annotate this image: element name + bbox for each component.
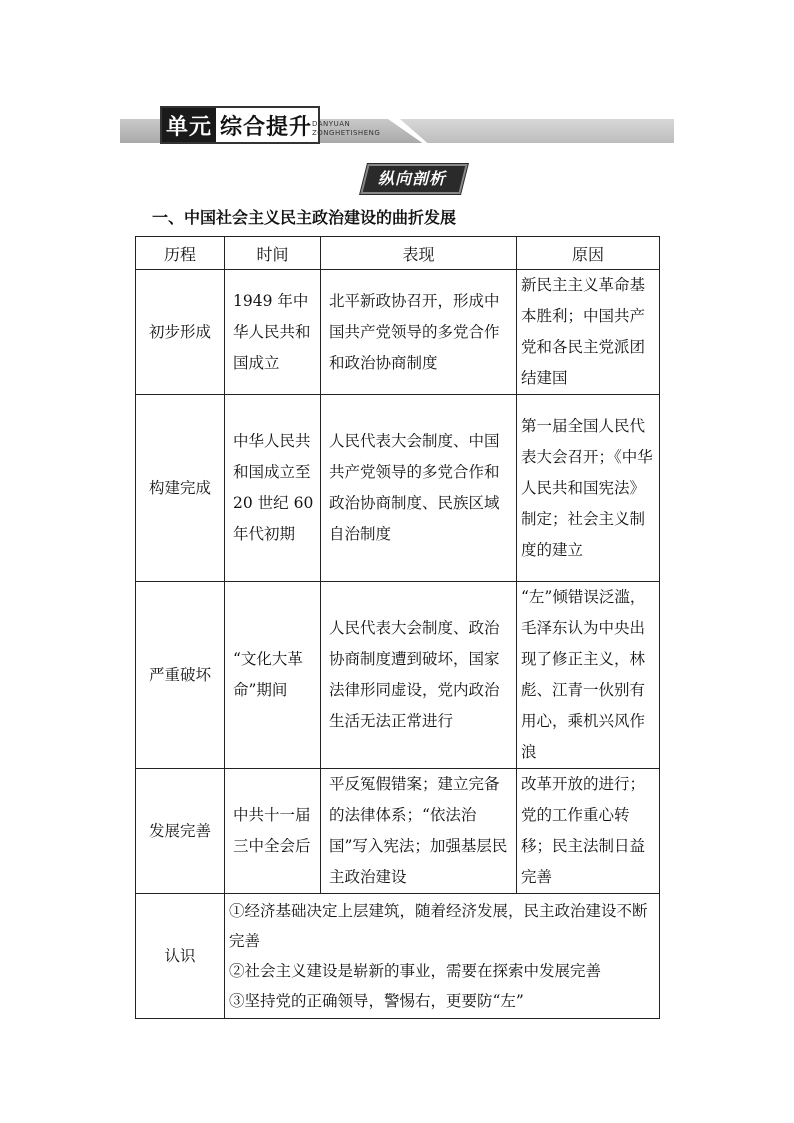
cell-stage: 构建完成 <box>136 395 225 582</box>
header-banner-tail <box>400 119 674 143</box>
insight-line-1: ①经济基础决定上层建筑，随着经济发展，民主政治建设不断完善 <box>229 902 648 950</box>
development-table <box>135 236 660 1019</box>
cell-time: 中共十一届三中全会后 <box>225 769 321 894</box>
header-performance: 表现 <box>321 237 517 270</box>
table-row <box>136 582 660 769</box>
insight-content <box>225 894 660 1019</box>
section-heading: 一、中国社会主义民主政治建设的曲折发展 <box>152 208 457 227</box>
cell-stage: 初步形成 <box>136 270 225 395</box>
cell-time: “文化大革命”期间 <box>225 582 321 769</box>
cell-stage: 严重破坏 <box>136 582 225 769</box>
cell-reason: 第一届全国人民代表大会召开；《中华人民共和国宪法》制定；社会主义制度的建立 <box>517 395 660 582</box>
cell-performance: 平反冤假错案；建立完备的法律体系；“依法治国”写入宪法；加强基层民主政治建设 <box>321 769 517 894</box>
logo-subtitle <box>312 120 380 138</box>
header-time: 时间 <box>225 237 321 270</box>
section-tag: 纵向剖析 <box>377 168 446 188</box>
insight-row <box>136 894 660 1019</box>
table-row <box>136 395 660 582</box>
header-reason: 原因 <box>517 237 660 270</box>
cell-reason: 新民主主义革命基本胜利；中国共产党和各民主党派团结建国 <box>517 270 660 395</box>
cell-time: 中华人民共和国成立至 20 世纪 60 年代初期 <box>225 395 321 582</box>
cell-performance: 北平新政协召开，形成中国共产党领导的多党合作和政治协商制度 <box>321 270 517 395</box>
table-row <box>136 270 660 395</box>
cell-performance: 人民代表大会制度、中国共产党领导的多党合作和政治协商制度、民族区域自治制度 <box>321 395 517 582</box>
insight-line-3: ③坚持党的正确领导，警惕右，更要防“左” <box>229 992 524 1010</box>
cell-stage: 发展完善 <box>136 769 225 894</box>
header-stage: 历程 <box>136 237 225 270</box>
logo-subtitle-2: ZONGHETISHENG <box>312 129 381 137</box>
cell-time: 1949 年中华人民共和国成立 <box>225 270 321 395</box>
logo-dark-text: 单元 <box>162 108 216 142</box>
cell-reason: “左”倾错误泛滥，毛泽东认为中央出现了修正主义，林彪、江青一伙别有用心，乘机兴风作浪 <box>517 582 660 769</box>
insight-label: 认识 <box>136 894 225 1019</box>
logo-light-text: 综合提升 <box>220 114 313 140</box>
table-row <box>136 769 660 894</box>
insight-line-2: ②社会主义建设是崭新的事业，需要在探索中发展完善 <box>229 962 602 980</box>
cell-reason: 改革开放的进行；党的工作重心转移；民主法制日益完善 <box>517 769 660 894</box>
logo-subtitle-1: DANYUAN <box>312 120 351 128</box>
cell-performance: 人民代表大会制度、政治协商制度遭到破坏，国家法律形同虚设，党内政治生活无法正常进行 <box>321 582 517 769</box>
unit-logo <box>160 106 320 144</box>
table-header-row <box>136 237 660 270</box>
